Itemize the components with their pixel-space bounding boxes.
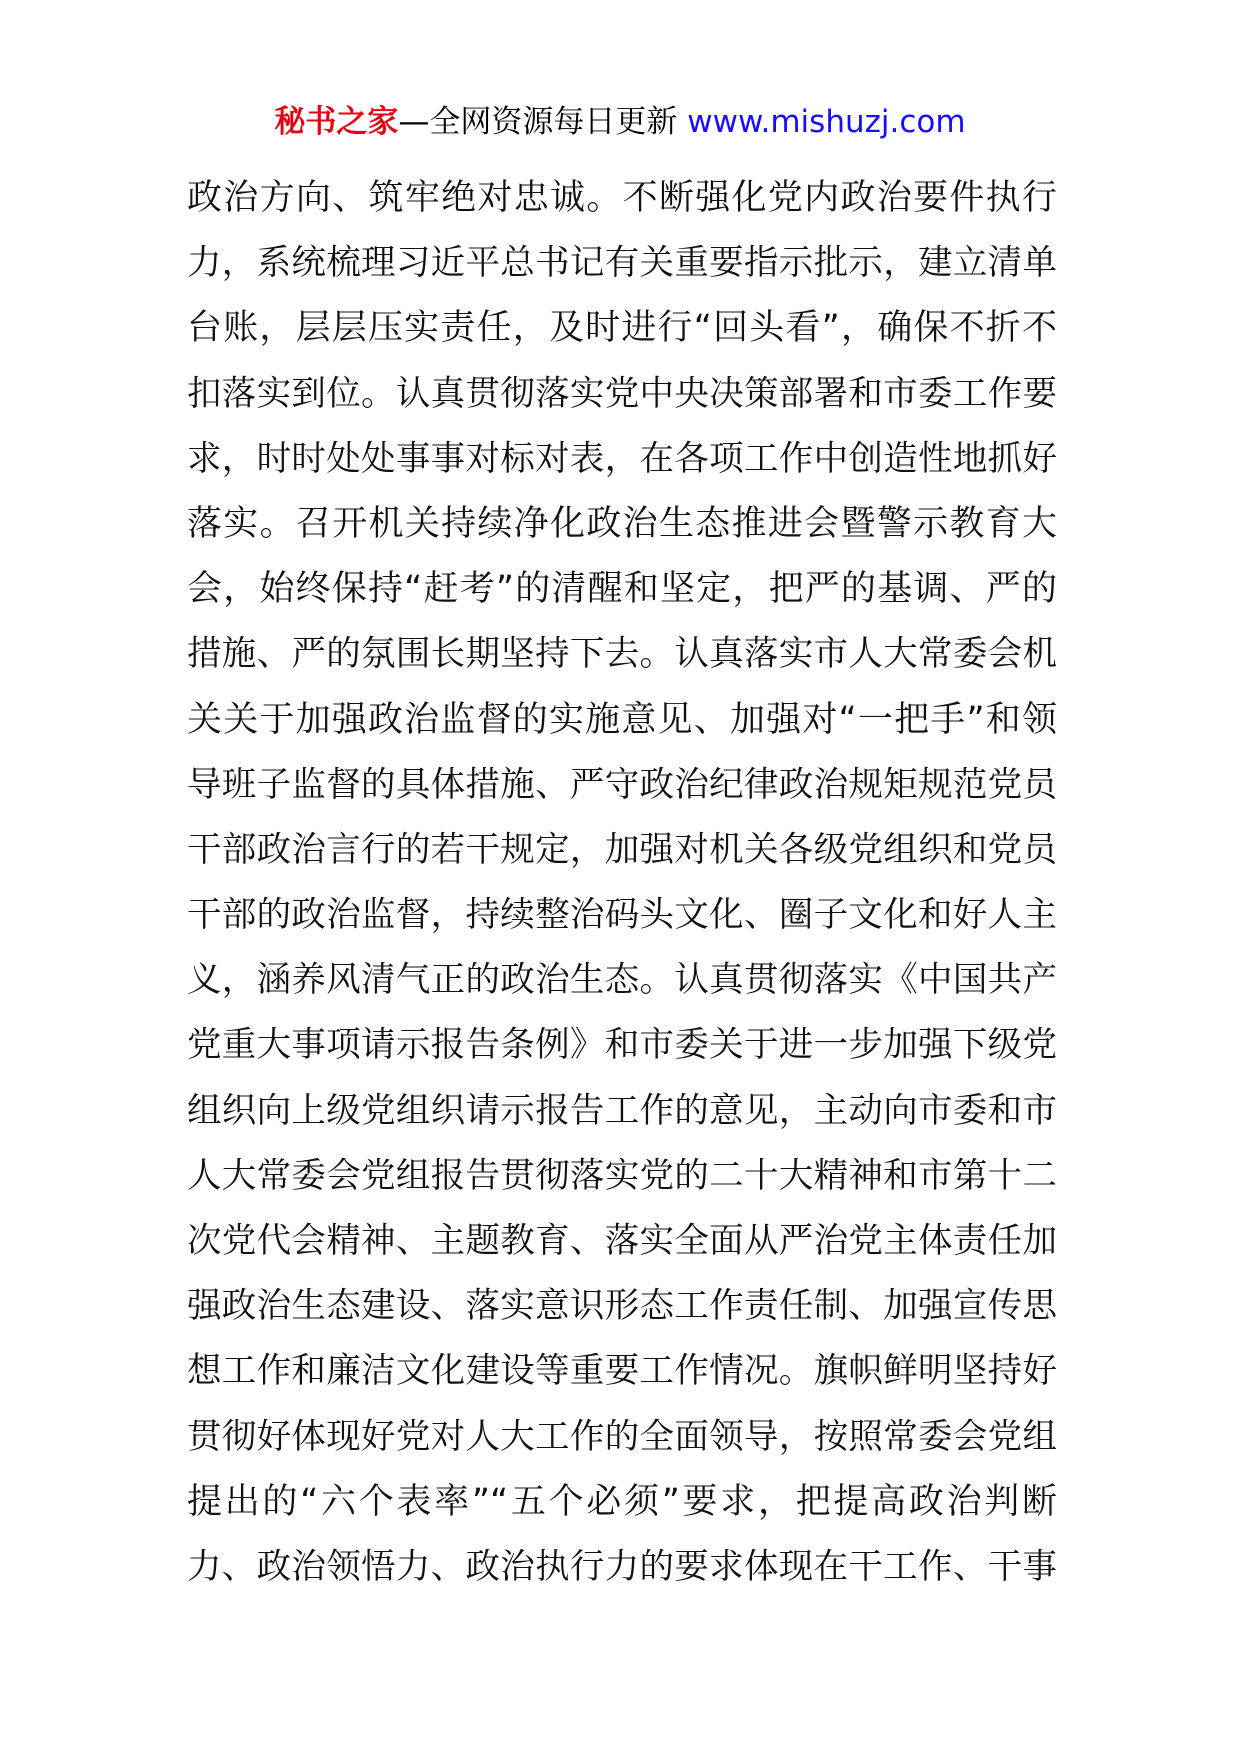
text-line: 强政治生态建设、落实意识形态工作责任制、加强宣传思 (187, 1286, 1057, 1327)
text-line: 贯彻好体现好党对人大工作的全面领导，按照常委会党组 (187, 1416, 1057, 1457)
document-body (187, 166, 1057, 1600)
site-brand: 秘书之家 (274, 104, 399, 140)
site-header (0, 100, 1240, 144)
text-line: 组织向上级党组织请示报告工作的意见，主动向市委和市 (187, 1090, 1057, 1131)
text-line: 台账，层层压实责任，及时进行“回头看”，确保不折不 (187, 308, 1057, 349)
text-line: 干部政治言行的若干规定，加强对机关各级党组织和党员 (187, 829, 1057, 870)
text-line: 力，系统梳理习近平总书记有关重要指示批示，建立清单 (187, 243, 1057, 284)
text-line: 次党代会精神、主题教育、落实全面从严治党主体责任加 (187, 1221, 1057, 1261)
text-line: 政治方向、筑牢绝对忠诚。不断强化党内政治要件执行 (187, 178, 1057, 218)
text-line: 扣落实到位。认真贯彻落实党中央决策部署和市委工作要 (187, 373, 1057, 414)
text-line: 求，时时处处事事对标对表，在各项工作中创造性地抓好 (187, 438, 1057, 479)
text-line: 人大常委会党组报告贯彻落实党的二十大精神和市第十二 (187, 1155, 1057, 1196)
site-slogan: —全网资源每日更新 (398, 104, 688, 140)
text-line: 力、政治领悟力、政治执行力的要求体现在干工作、干事 (187, 1546, 1057, 1587)
text-line: 会，始终保持“赶考”的清醒和坚定，把严的基调、严的 (187, 569, 1057, 610)
text-line: 导班子监督的具体措施、严守政治纪律政治规矩规范党员 (187, 764, 1057, 805)
text-line: 干部的政治监督，持续整治码头文化、圈子文化和好人主 (187, 895, 1057, 936)
text-line: 措施、严的氛围长期坚持下去。认真落实市人大常委会机 (187, 634, 1057, 675)
text-line: 义，涵养风清气正的政治生态。认真贯彻落实《中国共产 (187, 960, 1057, 1001)
text-line: 提出的“六个表率”“五个必须”要求，把提高政治判断 (187, 1481, 1057, 1522)
text-line: 落实。召开机关持续净化政治生态推进会暨警示教育大 (187, 503, 1057, 544)
text-line: 想工作和廉洁文化建设等重要工作情况。旗帜鲜明坚持好 (187, 1351, 1057, 1392)
text-line: 关关于加强政治监督的实施意见、加强对“一把手”和领 (187, 699, 1057, 740)
text-line: 党重大事项请示报告条例》和市委关于进一步加强下级党 (187, 1025, 1057, 1066)
site-url-link[interactable]: www.mishuzj.com (687, 104, 966, 140)
